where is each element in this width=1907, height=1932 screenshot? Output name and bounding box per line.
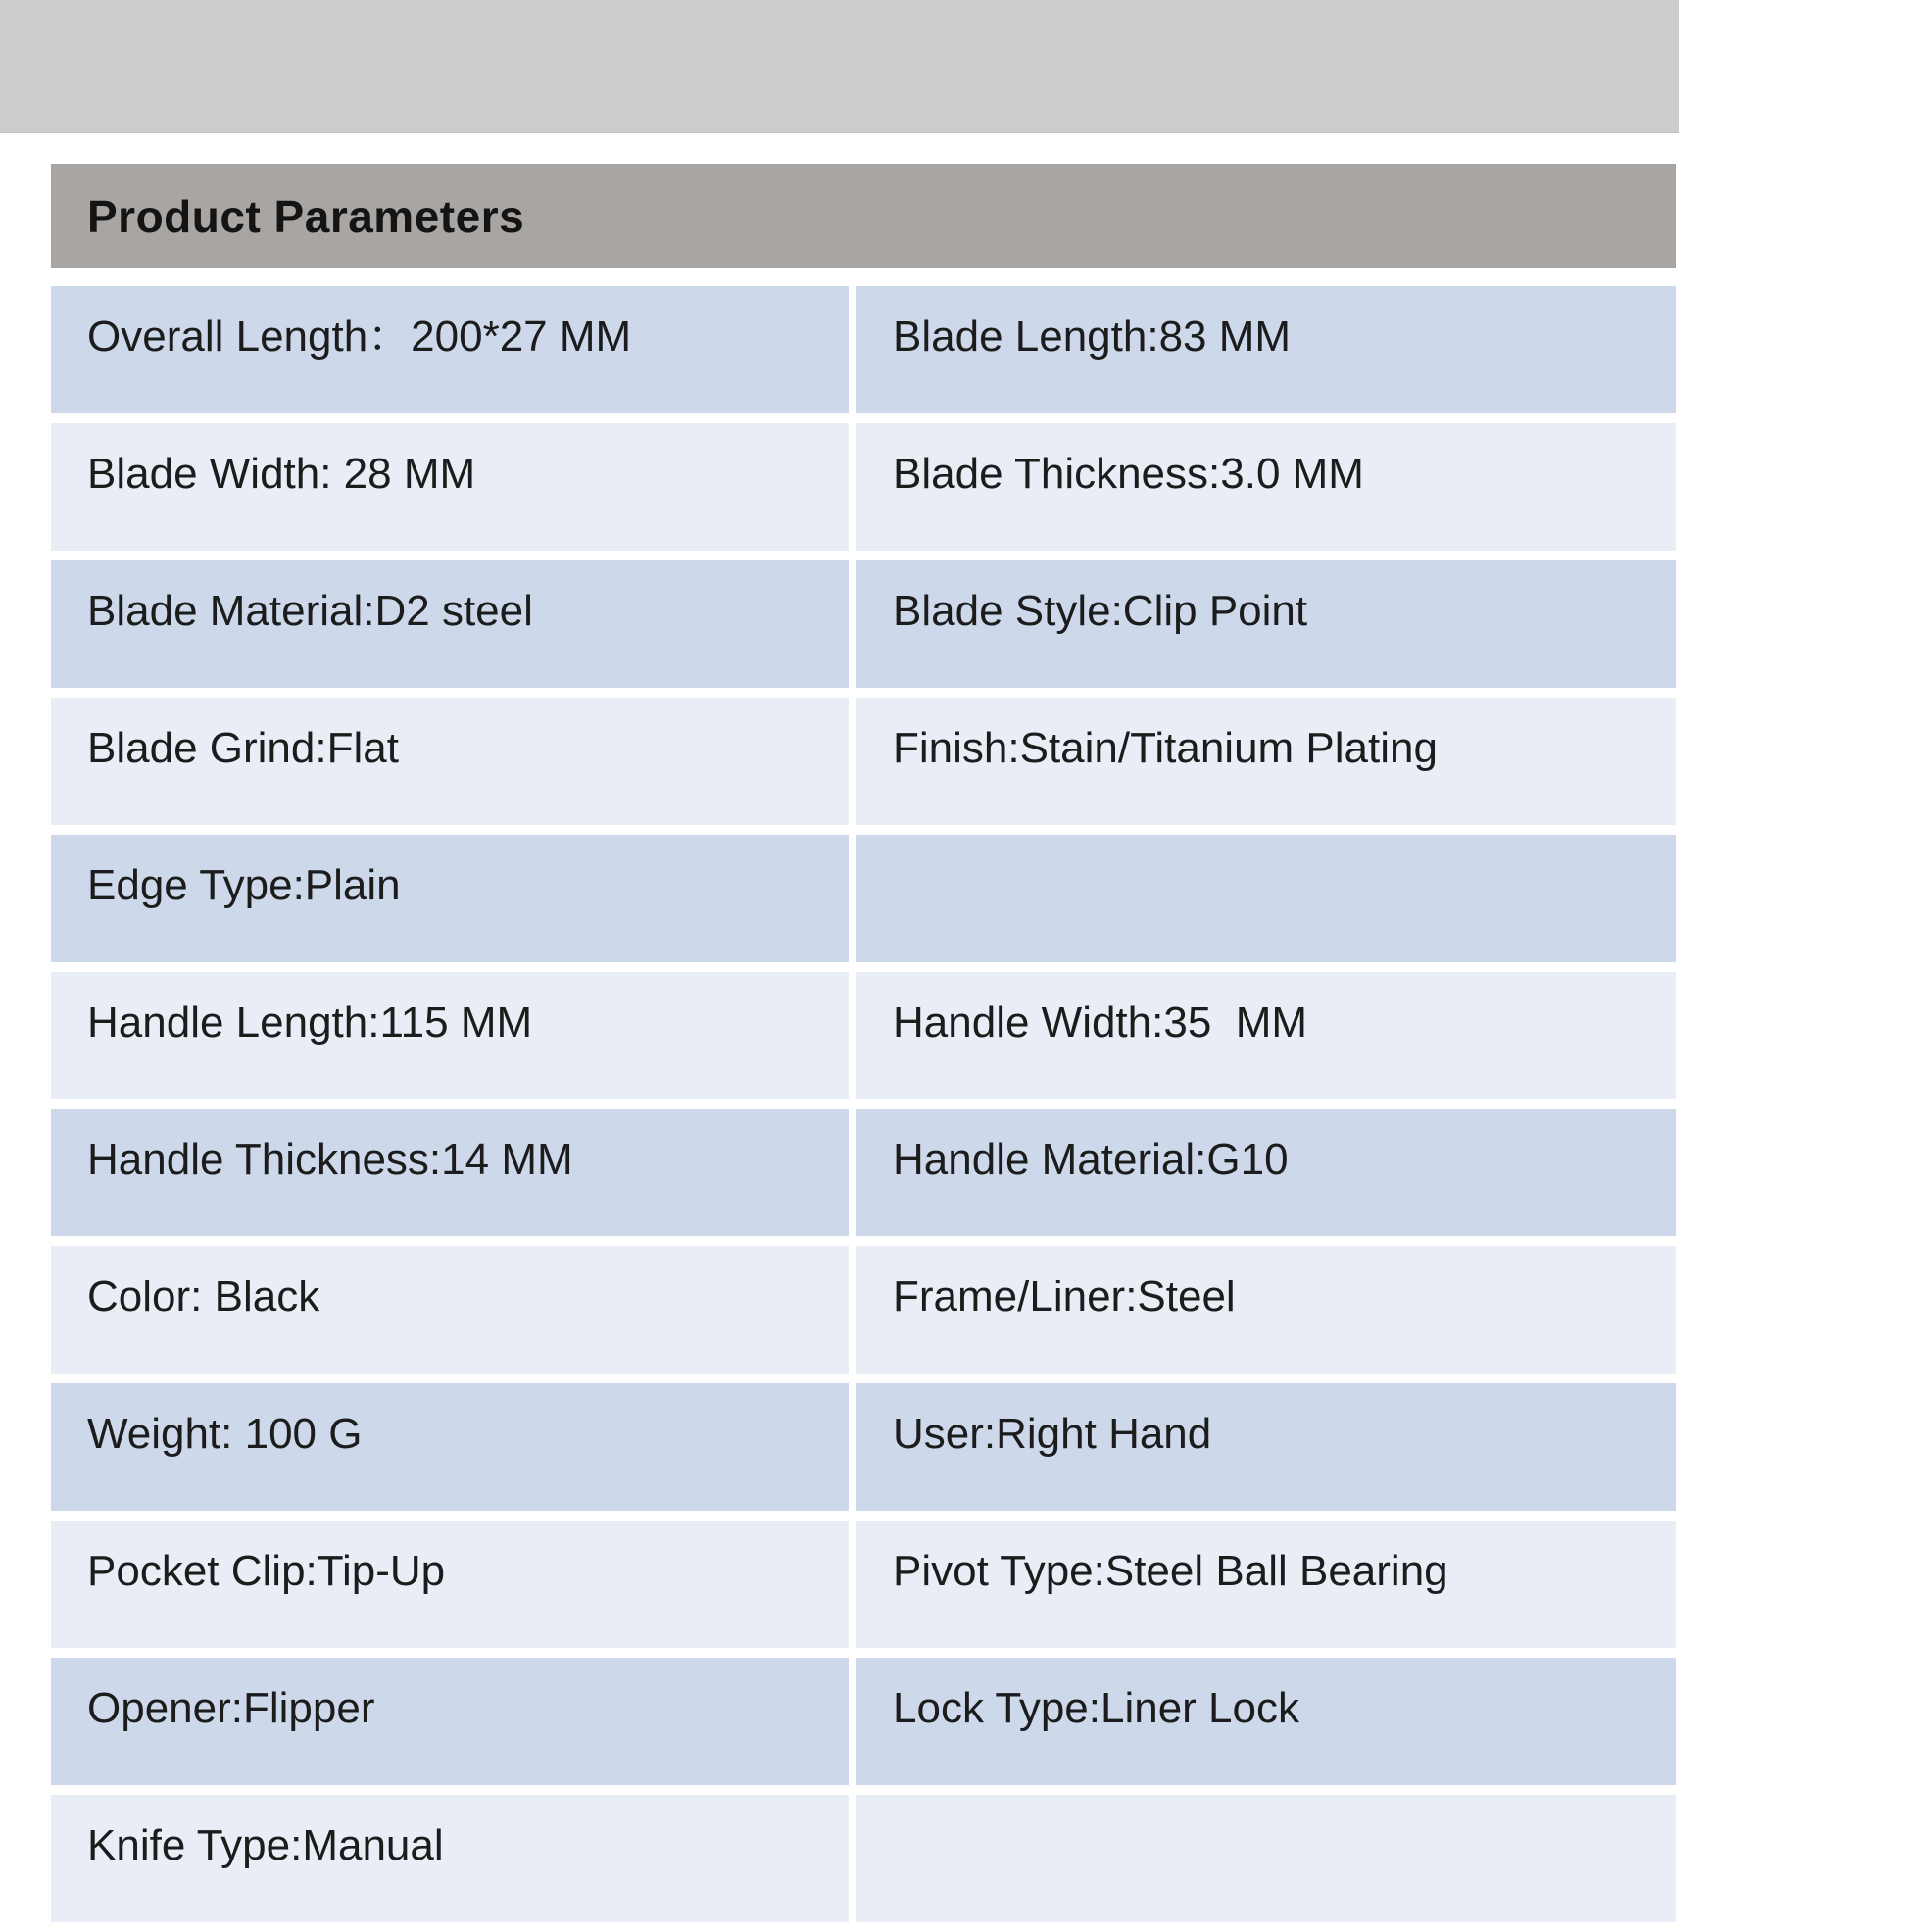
table-row xyxy=(51,1521,1676,1648)
table-row xyxy=(51,1109,1676,1236)
param-cell-left: Handle Thickness:14 MM xyxy=(51,1109,849,1236)
table-row xyxy=(51,423,1676,551)
param-cell-left: Overall Length：200*27 MM xyxy=(51,286,849,413)
table-row xyxy=(51,1246,1676,1374)
param-cell-right: Handle Width:35 MM xyxy=(856,972,1676,1099)
table-row xyxy=(51,972,1676,1099)
section-title: Product Parameters xyxy=(87,190,525,242)
param-cell-right: Pivot Type:Steel Ball Bearing xyxy=(856,1521,1676,1648)
table-row xyxy=(51,1795,1676,1922)
table-row xyxy=(51,286,1676,413)
top-banner xyxy=(0,0,1679,133)
table-row xyxy=(51,1383,1676,1511)
product-parameters-panel xyxy=(51,164,1676,1932)
section-header xyxy=(51,164,1676,268)
param-cell-right: Blade Thickness:3.0 MM xyxy=(856,423,1676,551)
table-row xyxy=(51,835,1676,962)
param-cell-left: Handle Length:115 MM xyxy=(51,972,849,1099)
param-cell-left: Weight: 100 G xyxy=(51,1383,849,1511)
param-cell-left: Knife Type:Manual xyxy=(51,1795,849,1922)
param-cell-left: Color: Black xyxy=(51,1246,849,1374)
param-cell-left: Blade Material:D2 steel xyxy=(51,560,849,688)
param-cell-left: Edge Type:Plain xyxy=(51,835,849,962)
param-cell-right: Lock Type:Liner Lock xyxy=(856,1658,1676,1785)
param-cell-left: Blade Grind:Flat xyxy=(51,698,849,825)
param-cell-right: Handle Material:G10 xyxy=(856,1109,1676,1236)
param-cell-right xyxy=(856,835,1676,962)
table-row xyxy=(51,698,1676,825)
param-cell-right xyxy=(856,1795,1676,1922)
param-cell-left: Pocket Clip:Tip-Up xyxy=(51,1521,849,1648)
table-row xyxy=(51,560,1676,688)
param-cell-right: Frame/Liner:Steel xyxy=(856,1246,1676,1374)
param-cell-left: Opener:Flipper xyxy=(51,1658,849,1785)
param-cell-left: Blade Width: 28 MM xyxy=(51,423,849,551)
param-cell-right: Blade Style:Clip Point xyxy=(856,560,1676,688)
param-cell-right: User:Right Hand xyxy=(856,1383,1676,1511)
parameters-table xyxy=(51,286,1676,1932)
table-row xyxy=(51,1658,1676,1785)
param-cell-right: Finish:Stain/Titanium Plating xyxy=(856,698,1676,825)
param-cell-right: Blade Length:83 MM xyxy=(856,286,1676,413)
